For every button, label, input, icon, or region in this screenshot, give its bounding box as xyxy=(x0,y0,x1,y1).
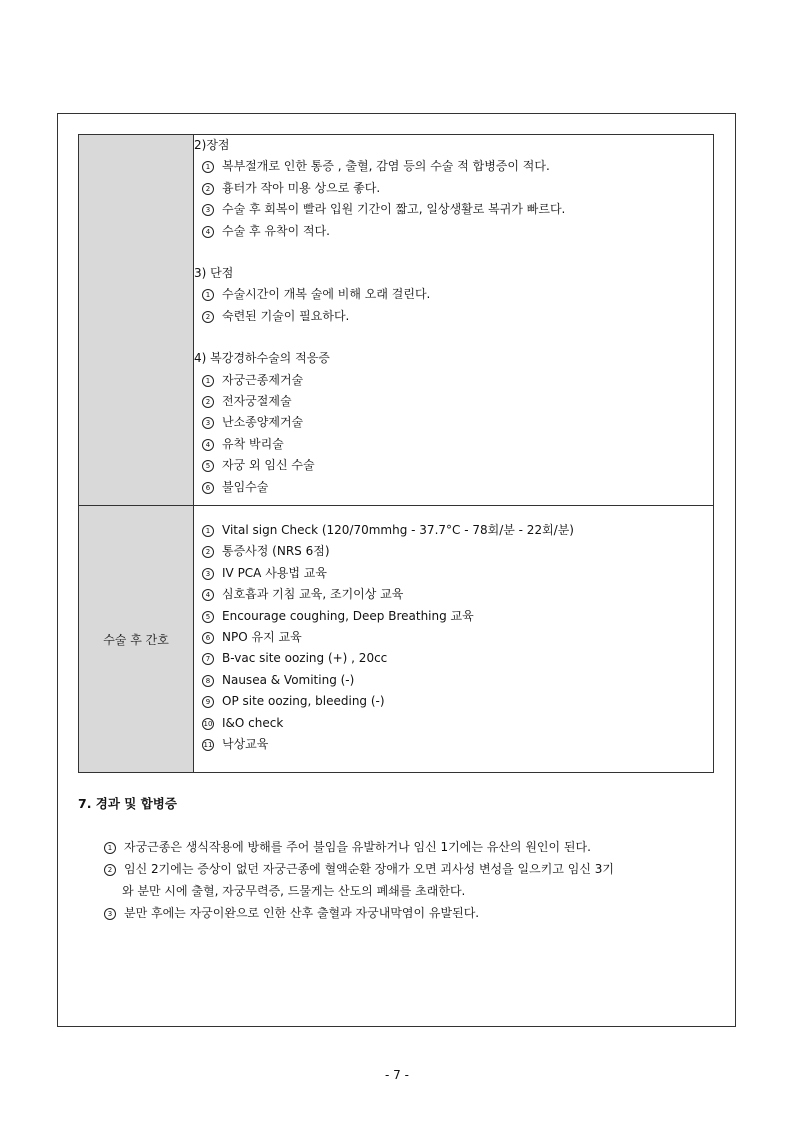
list-item xyxy=(194,584,713,605)
list-item-text: IV PCA 사용법 교육 xyxy=(222,565,327,580)
list-item xyxy=(194,221,713,242)
circled-number: 2 xyxy=(202,396,214,408)
list-item-text: OP site oozing, bleeding (-) xyxy=(222,694,385,709)
list-item-text: 전자궁절제술 xyxy=(222,394,292,409)
list-item-text: 수술 후 회복이 빨라 입원 기간이 짧고, 일상생활로 복귀가 빠르다. xyxy=(222,202,566,217)
list-item xyxy=(104,858,724,902)
list-item-text: 자궁근종은 생식작용에 방해를 주어 불임을 유발하거나 임신 1기에는 유산의 원인이 된다. xyxy=(124,840,591,854)
list-item xyxy=(194,178,713,199)
circled-number: 7 xyxy=(202,653,214,665)
circled-number: 8 xyxy=(202,675,214,687)
list-item-text: 유착 박리술 xyxy=(222,436,284,451)
circled-number: 3 xyxy=(202,204,214,216)
postop-care-cell xyxy=(194,506,714,773)
list-item-text: 자궁 외 임신 수술 xyxy=(222,458,315,473)
circled-number: 2 xyxy=(104,864,116,876)
postop-list xyxy=(194,520,713,755)
list-item xyxy=(194,434,713,455)
complications-list xyxy=(104,836,724,924)
circled-number: 3 xyxy=(202,568,214,580)
laparoscopy-info-cell xyxy=(194,135,714,506)
list-item-text: B-vac site oozing (+) , 20cc xyxy=(222,651,388,666)
spacer xyxy=(194,327,713,348)
list-item xyxy=(194,370,713,391)
content-table xyxy=(78,134,714,773)
circled-number: 1 xyxy=(202,289,214,301)
circled-number: 5 xyxy=(202,460,214,472)
list-item-text: 심호흡과 기침 교육, 조기이상 교육 xyxy=(222,587,404,602)
list-item xyxy=(194,563,713,584)
list-item xyxy=(194,627,713,648)
list-item-text: 흉터가 작아 미용 상으로 좋다. xyxy=(222,180,381,195)
list-item xyxy=(194,691,713,712)
list-item xyxy=(194,284,713,305)
circled-number: 5 xyxy=(202,611,214,623)
list-item xyxy=(194,199,713,220)
circled-number: 10 xyxy=(203,719,213,728)
list-item xyxy=(194,713,713,734)
list-item-continuation: 와 분만 시에 출혈, 자궁무력증, 드물게는 산도의 폐쇄를 초래한다. xyxy=(122,884,466,898)
table-row xyxy=(79,135,714,506)
page-number: - 7 - xyxy=(385,1068,409,1082)
list-item-text: 분만 후에는 자궁이완으로 인한 산후 출혈과 자궁내막염이 유발된다. xyxy=(124,906,480,920)
list-item xyxy=(194,412,713,433)
circled-number: 6 xyxy=(202,632,214,644)
list-item xyxy=(194,477,713,498)
list-item-text: Encourage coughing, Deep Breathing 교육 xyxy=(222,608,474,623)
circled-number: 2 xyxy=(202,311,214,323)
advantages-list xyxy=(194,156,713,242)
list-item-text: 자궁근종제거술 xyxy=(222,372,304,387)
circled-number: 1 xyxy=(202,525,214,537)
circled-number: 4 xyxy=(202,589,214,601)
list-item xyxy=(194,306,713,327)
indications-heading: 4) 복강경하수술의 적응증 xyxy=(194,351,330,366)
list-item xyxy=(194,391,713,412)
indications-list xyxy=(194,370,713,498)
list-item xyxy=(194,455,713,476)
list-item-text: 임신 2기에는 증상이 없던 자궁근종에 혈액순환 장애가 오면 괴사성 변성을 일으키고 임신 3기 xyxy=(124,862,614,876)
list-item-text: 숙련된 기술이 필요하다. xyxy=(222,308,350,323)
circled-number: 4 xyxy=(202,439,214,451)
list-item xyxy=(194,520,713,541)
list-item xyxy=(194,670,713,691)
list-item-text: 통증사정 (NRS 6점) xyxy=(222,544,330,559)
circled-number: 2 xyxy=(202,183,214,195)
circled-number: 2 xyxy=(202,546,214,558)
list-item-text: Vital sign Check (120/70mmhg - 37.7°C - 78회/분 - 22회/분) xyxy=(222,523,574,537)
list-item xyxy=(104,836,724,858)
circled-number: 1 xyxy=(202,375,214,387)
list-item-text: NPO 유지 교육 xyxy=(222,630,302,645)
circled-number: 1 xyxy=(104,842,116,854)
postop-care-label: 수술 후 간호 xyxy=(79,506,194,773)
list-item xyxy=(194,734,713,755)
list-item-text: 수술 후 유착이 적다. xyxy=(222,223,330,238)
list-item-text: 복부절개로 인한 통증 , 출혈, 감염 등의 수술 적 합병증이 적다. xyxy=(222,159,550,174)
circled-number: 3 xyxy=(202,417,214,429)
row-label-empty xyxy=(79,135,194,506)
list-item xyxy=(194,156,713,177)
disadvantages-heading: 3) 단점 xyxy=(194,266,234,281)
circled-number: 3 xyxy=(104,908,116,920)
circled-number: 6 xyxy=(202,482,214,494)
list-item-text: 불임수술 xyxy=(222,479,269,494)
list-item xyxy=(194,648,713,669)
table-row xyxy=(79,506,714,773)
circled-number: 1 xyxy=(202,161,214,173)
list-item-text: Nausea & Vomiting (-) xyxy=(222,672,355,687)
list-item xyxy=(194,606,713,627)
advantages-heading: 2)장점 xyxy=(194,138,230,152)
list-item xyxy=(194,541,713,562)
list-item-text: 낙상교육 xyxy=(222,737,269,752)
list-item-text: I&O check xyxy=(222,715,284,730)
spacer xyxy=(194,242,713,263)
circled-number: 11 xyxy=(203,741,213,750)
circled-number: 9 xyxy=(202,696,214,708)
disadvantages-list xyxy=(194,284,713,327)
list-item-text: 수술시간이 개복 술에 비해 오래 걸린다. xyxy=(222,287,431,302)
list-item-text: 난소종양제거술 xyxy=(222,415,304,430)
circled-number: 4 xyxy=(202,226,214,238)
section-title: 7. 경과 및 합병증 xyxy=(78,796,177,811)
list-item xyxy=(104,902,724,924)
